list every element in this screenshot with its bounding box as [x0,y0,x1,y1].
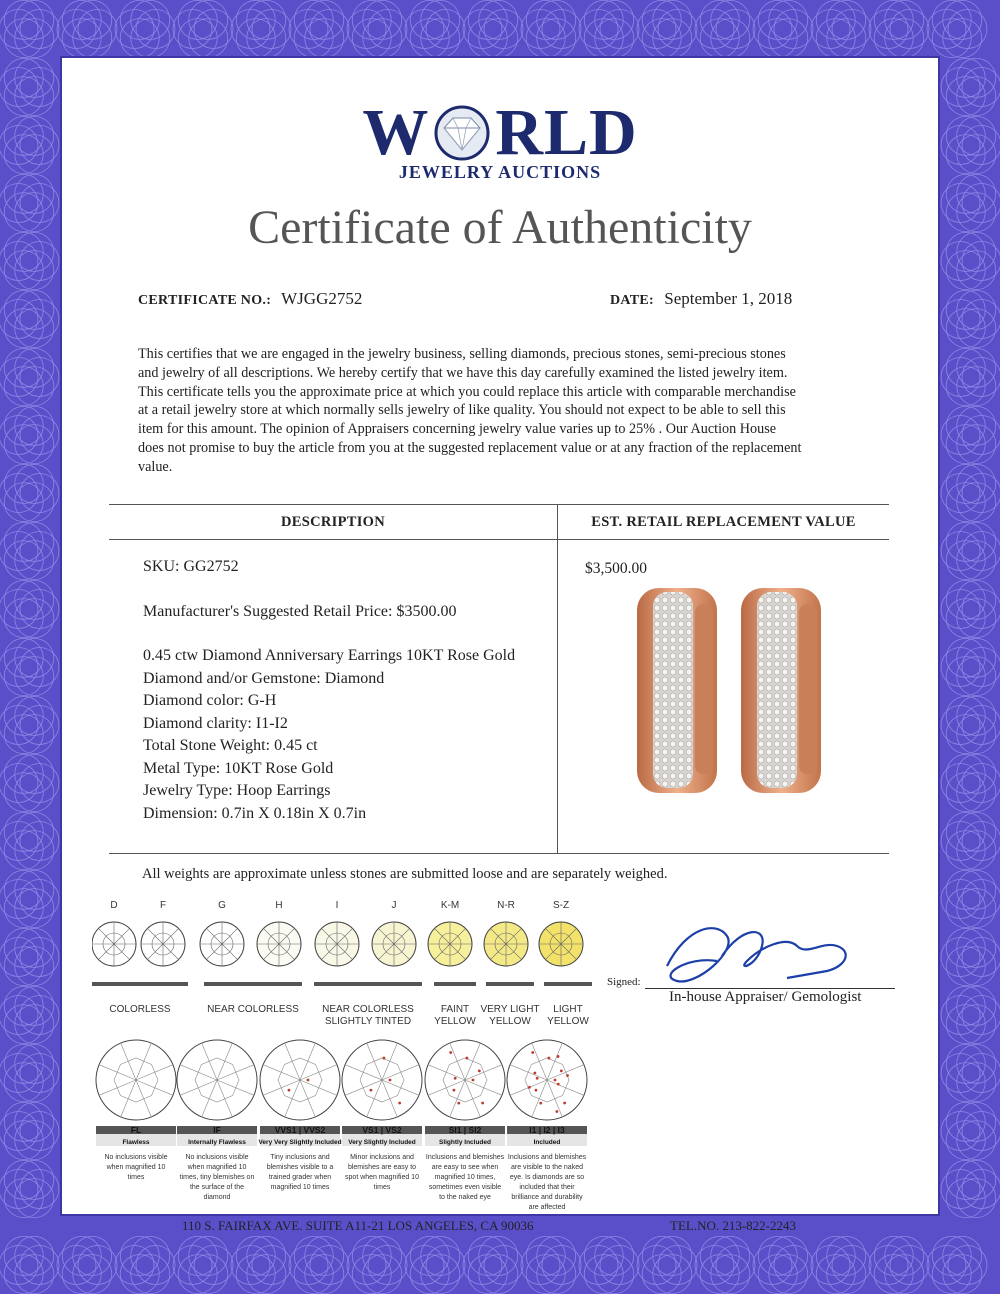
color-grade-letter: G [218,900,226,911]
clarity-description-line: Minor inclusions and [350,1154,414,1161]
statement-line: value. [138,458,173,475]
signature-image [647,916,877,996]
clarity-grade-stone [260,1040,340,1120]
clarity-grade-stone [177,1040,257,1120]
color-group-label-line: SLIGHTLY TINTED [324,1016,412,1027]
color-grade-letter: J [391,900,397,911]
description-line: Total Stone Weight: 0.45 ct [143,737,318,754]
clarity-grade-label [423,1125,507,1146]
statement-line: item for this amount. The opinion of Appraisers concerning jewelry value varies up to 25% . Our Auction House [138,421,777,438]
certification-statement [138,345,878,477]
clarity-description-line: times [373,1184,391,1191]
clarity-grade-label [175,1125,259,1146]
clarity-grade-name: Slightly Included [438,1139,491,1146]
clarity-description-line: to the naked eye [439,1194,491,1201]
description-line: Diamond and/or Gemstone: Diamond [143,669,385,687]
clarity-grade-name: Included [533,1139,561,1146]
color-grade-stone [539,922,583,966]
clarity-description-line: are visible to the naked [511,1164,583,1171]
clarity-grade-code: VS1 | VS2 [362,1125,402,1135]
appraiser-title: In-house Appraiser/ Gemologist [669,989,862,1005]
color-group-label-line: NEAR COLORLESS [322,1004,414,1015]
clarity-grade-description [175,1153,259,1203]
certificate-paper [62,58,938,1233]
clarity-description-line: sometimes even visible [428,1184,502,1191]
certificate-number [138,289,362,309]
clarity-description-line: magnified 10 times, [434,1174,496,1181]
clarity-grade-description [340,1153,424,1193]
clarity-grade-stone [425,1040,505,1120]
color-group-bar [314,982,422,986]
description-line: Jewelry Type: Hoop Earrings [143,782,331,799]
color-grade-stone [428,922,472,966]
statement-line: This certificate tells you the approximate price at which you could replace this article with comparable merchandise [138,383,796,400]
clarity-grade-name: Flawless [122,1139,150,1146]
color-grade-letter: K-M [440,900,460,911]
color-grade-letter: D [110,900,118,911]
signed-label: Signed: [607,976,641,988]
clarity-grade-description [94,1153,178,1183]
footer-address: 110 S. FAIRFAX AVE. SUITE A11-21 LOS ANGELES, CA 90036 [182,1218,534,1233]
msrp: Manufacturer's Suggested Retail Price: $3500.00 [143,602,457,620]
certificate-date [610,289,792,309]
color-group-label-line: FAINT [440,1004,470,1015]
clarity-grade-code: SI1 | SI2 [448,1125,482,1135]
clarity-description-line: when magnified 10 [187,1164,247,1171]
clarity-description-line: blemishes are easy to [347,1164,417,1171]
certificate-number-value: WJGG2752 [281,289,363,308]
company-logo [62,96,938,183]
clarity-grade-code: FL [130,1125,142,1135]
statement-line: and jewelry of all descriptions. We hereby certify that we have this day carefully examined the listed jewelry item. [138,364,788,381]
color-grade-letter: N-R [497,900,515,911]
clarity-grade-name: Very Very Slightly Included [258,1139,342,1146]
color-group-label-line: YELLOW [434,1016,476,1027]
color-group-bar [434,982,476,986]
color-group-label-line: YELLOW [489,1016,531,1027]
clarity-description-line: included that their [519,1184,575,1191]
color-group-bar [486,982,534,986]
color-grade-stone [141,922,185,966]
item-table [109,504,889,854]
clarity-description-line: spot when magnified 10 [345,1174,419,1181]
page-title: Certificate of Authenticity [248,201,752,254]
clarity-description-line: eye. Is diamonds are so [509,1174,585,1181]
color-group-bar [92,982,188,986]
clarity-description-line: trained grader when [268,1174,332,1181]
description-line: 0.45 ctw Diamond Anniversary Earrings 10KT Rose Gold [143,647,516,664]
color-grade-stone [92,922,136,966]
clarity-grade-name: Very Slightly Included [348,1139,416,1146]
statement-line: does not promise to buy the article from you at the suggested replacement value or at any fraction of the replacement [138,439,802,456]
clarity-grade-code: IF [213,1125,221,1135]
description-header: DESCRIPTION [280,514,385,530]
clarity-description-line: are affected [528,1204,566,1211]
certificate-date-label: DATE: [610,293,655,308]
logo-wordmark [362,96,638,169]
color-grade-letter: H [275,900,283,911]
clarity-description-line: magnified 10 times [270,1184,330,1191]
clarity-description-line: Tiny inclusions and [270,1154,330,1161]
clarity-grade-stone [342,1040,422,1120]
clarity-grade-stone [507,1040,587,1120]
statement-line: at a retail jewelry store at which normally sells jewelry of like quality. You should not expect to be able to sell this [138,402,786,419]
clarity-grade-label [505,1125,589,1146]
description-line: Diamond color: G-H [143,692,277,709]
clarity-grade-description [258,1153,342,1193]
color-grade-stone [200,922,244,966]
clarity-grade-label [94,1125,178,1146]
replacement-value: $3,500.00 [585,560,647,577]
clarity-description-line: when magnified 10 [106,1164,166,1171]
item-description [143,556,515,825]
color-group-label-line: NEAR COLORLESS [207,1004,299,1015]
clarity-description-line: Inclusions and blemishes [507,1154,587,1161]
logo-letter-w: W [362,96,430,169]
color-group-label-line: YELLOW [547,1016,589,1027]
color-grade-stone [484,922,528,966]
color-group-label-line: COLORLESS [109,1004,171,1015]
description-line: Dimension: 0.7in X 0.18in X 0.7in [143,804,367,822]
description-line: Metal Type: 10KT Rose Gold [143,759,334,777]
color-group-bar [544,982,592,986]
description-line: Diamond clarity: I1-I2 [143,714,288,732]
color-grade-stone [372,922,416,966]
color-grade-stone [315,922,359,966]
color-grade-letter: S-Z [552,900,570,911]
footer-phone: TEL.NO. 213-822-2243 [670,1218,797,1233]
clarity-grade-label [258,1125,342,1146]
color-group-label-line: LIGHT [553,1004,583,1015]
weights-note: All weights are approximate unless stones are submitted loose and are separately weighed. [142,866,668,882]
color-grade-stone [257,922,301,966]
certificate-date-value: September 1, 2018 [664,289,793,308]
clarity-description-line: blemishes visible to a [266,1164,334,1171]
diamond-grading-chart [92,900,622,1220]
clarity-description-line: brilliance and durability [511,1194,583,1201]
clarity-description-line: are easy to see when [431,1164,499,1171]
certificate-number-label: CERTIFICATE NO.: [138,293,272,308]
clarity-description-line: times [127,1174,145,1181]
clarity-description-line: No inclusions visible [104,1154,168,1161]
clarity-description-line: diamond [203,1194,231,1201]
clarity-grade-description [505,1153,589,1213]
clarity-grade-label [340,1125,424,1146]
clarity-description-line: No inclusions visible [185,1154,249,1161]
color-group-label [80,1004,200,1016]
clarity-grade-code: VVS1 | VVS2 [274,1125,326,1135]
clarity-description-line: the surface of the [189,1184,245,1191]
logo-subtitle: JEWELRY AUCTIONS [398,162,602,182]
color-group-label-line: VERY LIGHT [480,1004,540,1015]
clarity-description-line: Inclusions and blemishes [425,1154,505,1161]
value-header: EST. RETAIL REPLACEMENT VALUE [591,514,856,530]
color-grade-letter: I [335,900,339,911]
clarity-description-line: times, tiny blemishes on [179,1174,255,1181]
statement-line: This certifies that we are engaged in the jewelry business, selling diamonds, precious stones, semi-precious stones [138,346,786,362]
color-group-bar [204,982,302,986]
clarity-grade-name: Internally Flawless [188,1139,246,1146]
color-grade-letter: F [159,900,167,911]
clarity-grade-description [423,1153,507,1203]
sku: SKU: GG2752 [143,558,239,575]
color-group-label [193,1004,313,1016]
clarity-grade-stone [96,1040,176,1120]
logo-letters-rld: RLD [495,96,638,169]
diamond-logo-icon [431,104,493,162]
clarity-grade-code: I1 | I2 | I3 [529,1125,565,1135]
earrings-image [629,580,829,800]
signature-area [607,916,907,1016]
